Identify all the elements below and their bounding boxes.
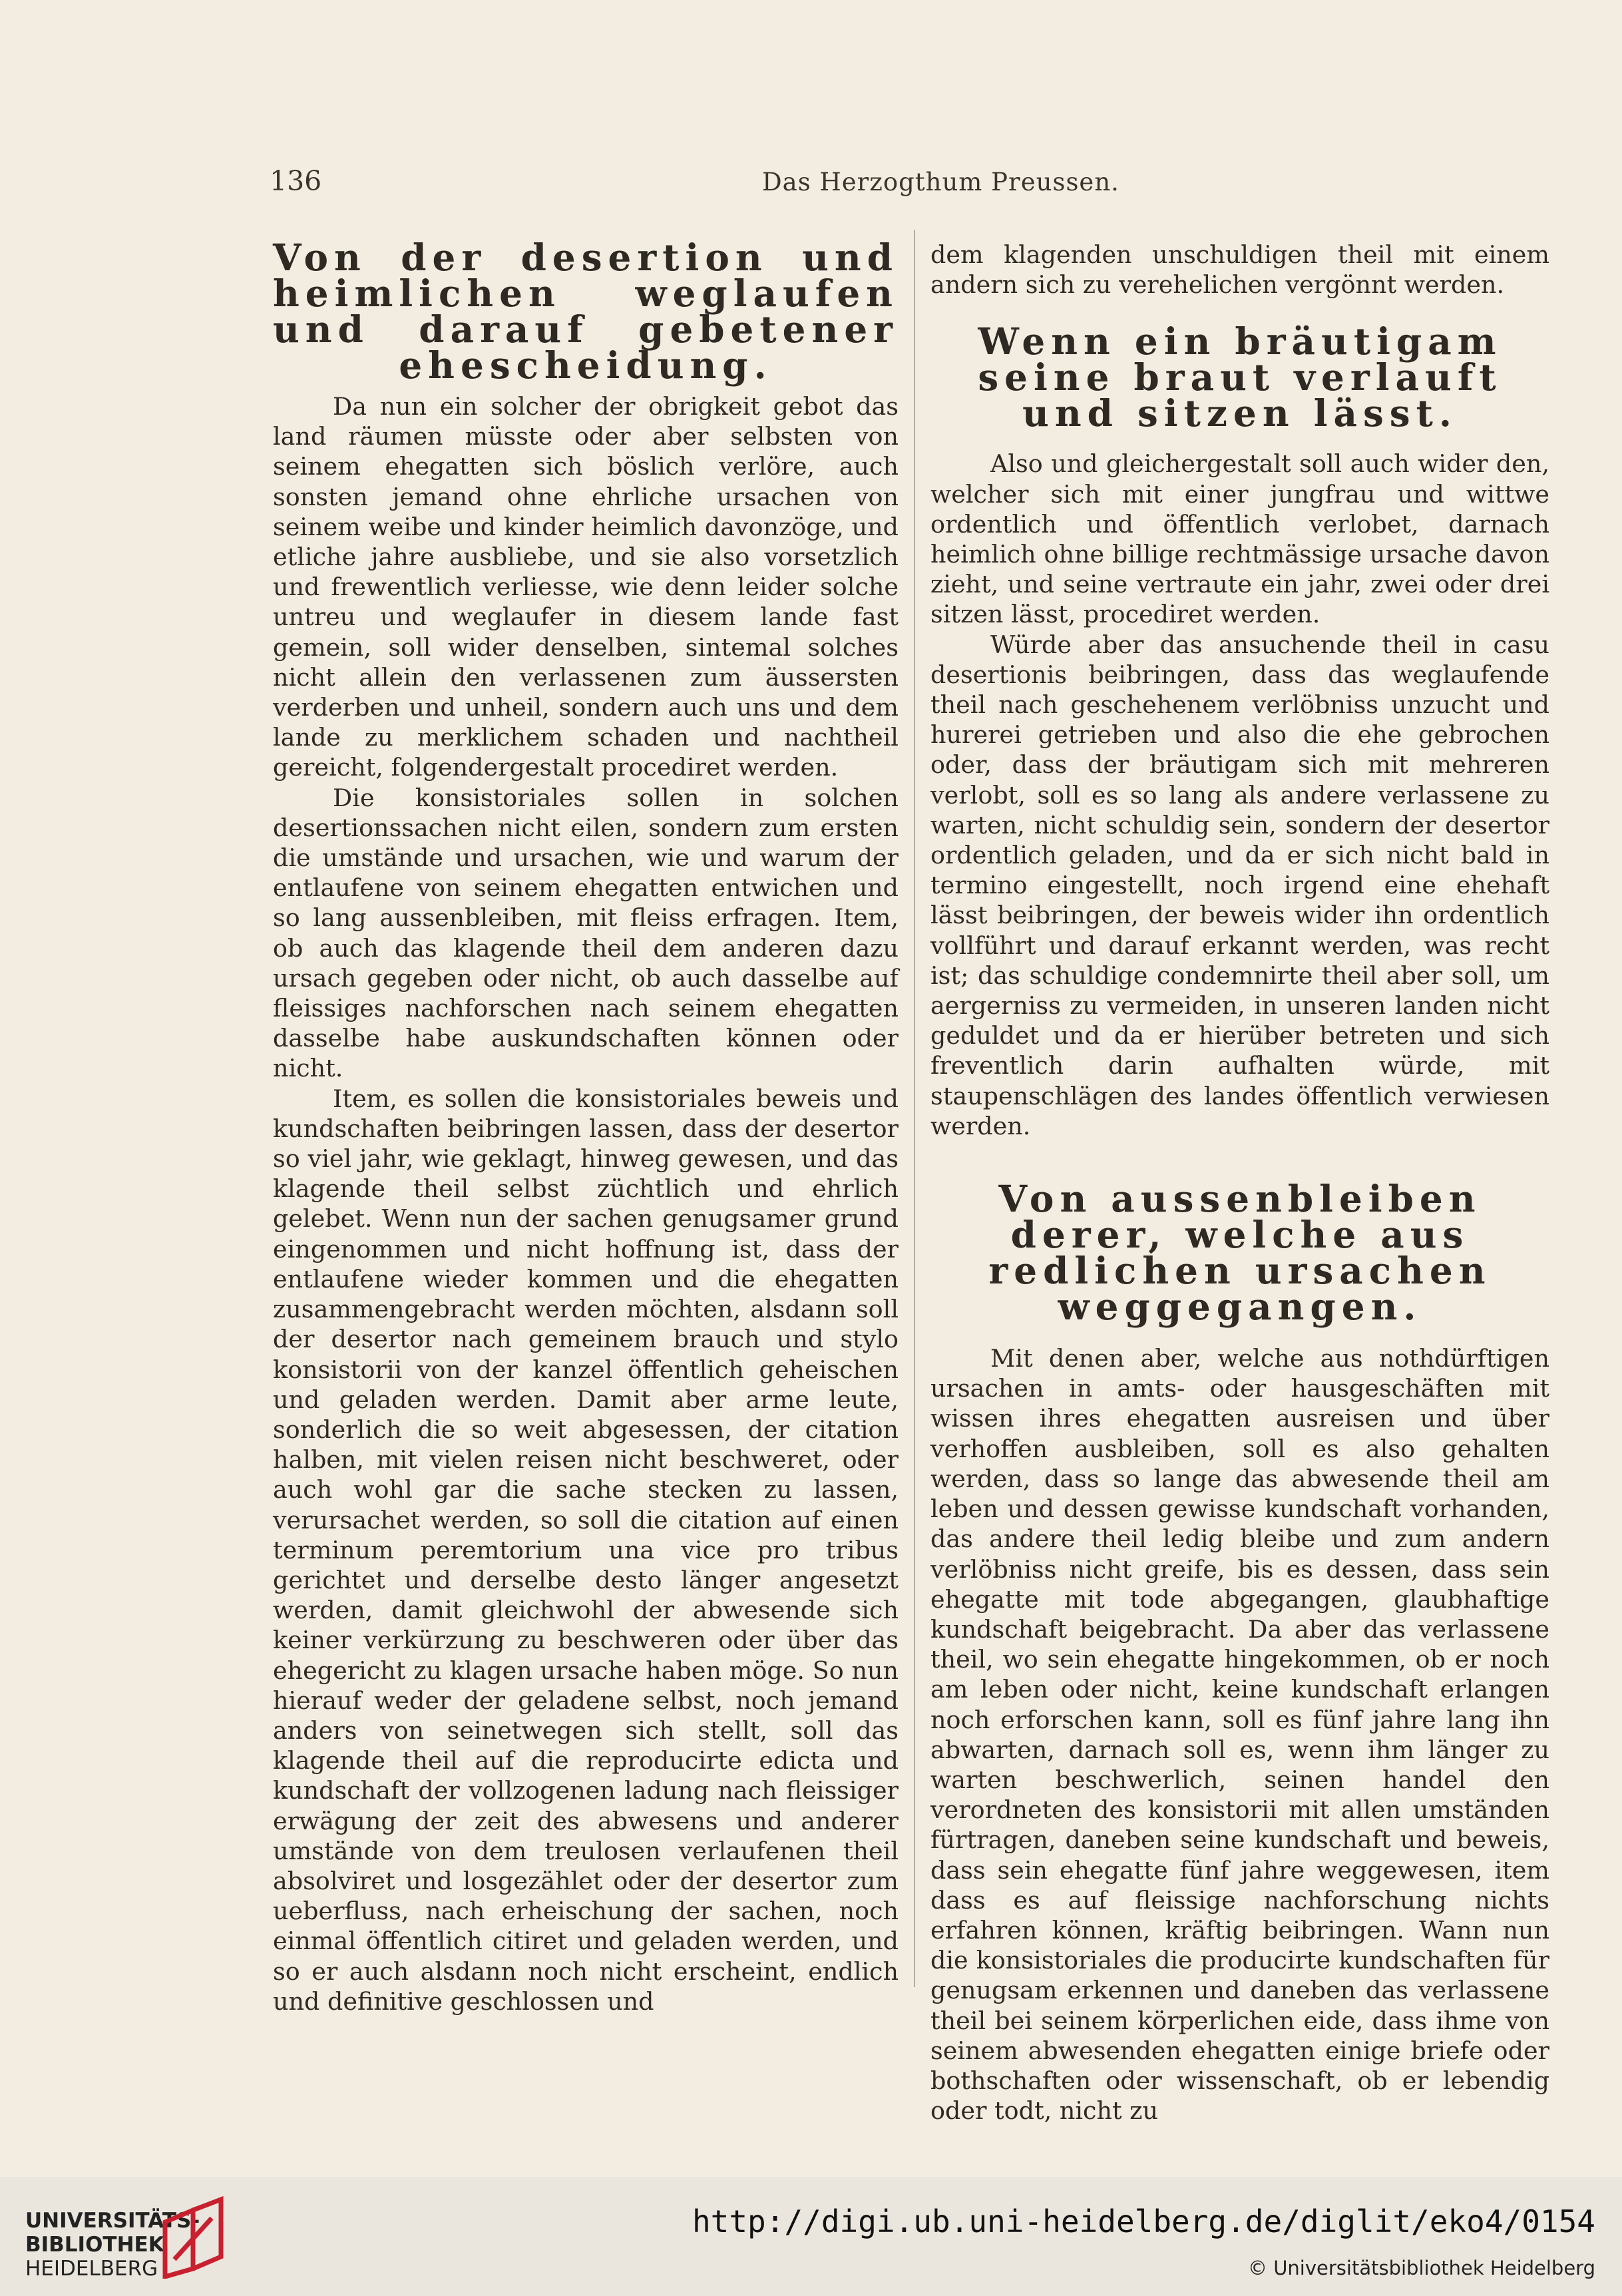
library-logo-icon[interactable] [160,2195,233,2279]
permalink-url[interactable]: http://digi.ub.uni-heidelberg.de/diglit/eko4/0154 [692,2203,1595,2239]
paragraph-continuation: dem klagenden unschuldigen theil mit einem andern sich zu verehelichen vergönnt werden. [930,240,1549,300]
viewer-footer [0,2177,1622,2296]
library-name-line3: HEIDELBERG [25,2257,158,2281]
section-heading-desertion: Von der desertion und heimlichen weglaufen und darauf gebetener ehescheidung. [273,236,899,387]
page-number: 136 [270,165,322,197]
library-name-line2: BIBLIOTHEK [25,2233,164,2257]
paragraph: Da nun ein solcher der obrigkeit gebot das land räumen müsste oder aber selbsten von seinem ehegatten sich böslich verlöre, auch sonsten jemand ohne ehrliche ursachen von seinem weibe und kinder heimlich davonzöge, und etliche jahre ausbliebe, und sie also vorsetzlich und frewentlich verliesse, wie denn leider solche untreu und weglaufer in diesem lande fast gemein, soll wider denselben, sintemal solches nicht allein den verlassenen zum äussersten verderben und unheil, sondern auch uns und dem lande zu merklichem schaden und nachtheil gereicht, folgendergestalt procediret werden. [273,392,899,782]
left-column [273,236,899,2016]
library-name-line1: UNIVERSITÄTS- [25,2209,200,2233]
section-heading-braeutigam: Wenn ein bräutigam seine braut verlauft und sitzen lässt. [978,320,1502,435]
right-column [930,240,1549,2126]
paragraph: Also und gleichergestalt soll auch wider den, welcher sich mit einer jungfrau und wittwe ordentlich und öffentlich verlobet, darnach heimlich ohne billige rechtmässige ursache davon zieht, und seine vertraute ein jahr, zwei oder drei sitzen lässt, procediret werden. [930,449,1549,629]
paragraph: Die konsistoriales sollen in solchen desertionssachen nicht eilen, sondern zum ersten die umstände und ursachen, wie und warum der entlaufene von seinem ehegatten entwichen und so lang aussenbleiben, mit fleiss erfragen. Item, ob auch das klagende theil dem anderen dazu ursach gegeben oder nicht, ob auch dasselbe auf fleissiges nachforschen nach seinem ehegatten dasselbe habe auskundschaften können oder nicht. [273,783,899,1083]
paragraph: Würde aber das ansuchende theil in casu desertionis beibringen, dass das weglaufende theil nach geschehenem verlöbniss unzucht und hurerei getrieben und also die ehe gebrochen oder, dass der bräutigam sich mit mehreren verlobt, soll es so lang als andere verlassene zu warten, nicht schuldig sein, sondern der desertor ordentlich geladen, und da er sich nicht bald in termino eingestellt, noch irgend eine ehehaft lässt beibringen, der beweis wider ihn ordentlich vollführt und darauf erkannt werden, was recht ist; das schuldige condemnirte theil aber soll, um aergerniss zu vermeiden, in unseren landen nicht geduldet und da er hierüber betreten und sich freventlich darin aufhalten würde, mit staupenschlägen des landes öffentlich verwiesen werden. [930,630,1549,1140]
running-head [270,165,1344,212]
copyright-notice: © Universitätsbibliothek Heidelberg [1247,2257,1595,2279]
column-divider [914,230,915,1987]
section-heading-aussenbleiben: Von aussenbleiben derer, welche aus redlichen ursachen weggegangen. [988,1178,1492,1329]
running-title: Das Herzogthum Preussen. [762,168,1119,196]
paragraph: Mit denen aber, welche aus nothdürftigen ursachen in amts- oder hausgeschäften mit wissen ihres ehegatten ausreisen und über verhoffen ausbleiben, soll es also gehalten werden, dass so lange das abwesende theil am leben und dessen gewisse kundschaft vorhanden, das andere theil ledig bleibe und zum andern verlöbniss nicht greife, bis es dessen, dass sein ehegatte mit tode abgegangen, glaubhaftige kundschaft beigebracht. Da aber das verlassene theil, wo sein ehegatte hingekommen, ob er noch am leben oder nicht, keine kundschaft erlangen noch erforschen kann, soll es fünf jahre lang ihn abwarten, darnach soll es, wenn ihm länger zu warten beschwerlich, seinen handel den verordneten des konsistorii mit allen umständen fürtragen, daneben seine kundschaft und beweis, dass sein ehegatte fünf jahre weggewesen, item dass es auf fleissige nachforschung nichts erfahren können, kräftig beibringen. Wann nun die konsistoriales die producirte kundschaften für genugsam erkennen und daneben das verlassene theil bei seinem körperlichen eide, dass ihme von seinem abwesenden ehegatten einige briefe oder bothschaften oder wissenschaft, ob er lebendig oder todt, nicht zu [930,1344,1549,2126]
paragraph: Item, es sollen die konsistoriales beweis und kundschaften beibringen lassen, dass der desertor so viel jahr, wie geklagt, hinweg gewesen, und das klagende theil selbst züchtlich und ehrlich gelebet. Wenn nun der sachen genugsamer grund eingenommen und nicht hoffnung ist, dass der entlaufene wieder kommen und die ehegatten zusammengebracht werden möchten, alsdann soll der desertor nach gemeinem brauch und stylo konsistorii von der kanzel öffentlich geheischen und geladen werden. Damit aber arme leute, sonderlich die so weit abgesessen, der citation halben, mit vielen reisen nicht beschweret, oder auch wohl gar die sache stecken zu lassen, verursachet werden, so soll die citation auf einen terminum peremtorium una vice pro tribus gerichtet und derselbe desto länger angesetzt werden, damit gleichwohl der abwesende sich keiner verkürzung zu beschweren oder über das ehegericht zu klagen ursache haben möge. So nun hierauf weder der geladene selbst, noch jemand anders von seinetwegen sich stellt, soll das klagende theil auf die reproducirte edicta und kundschaft der vollzogenen ladung nach fleissiger erwägung der zeit des abwesens und anderer umstände von dem treulosen verlaufenen theil absolviret und losgezählet oder der desertor zum ueberfluss, nach erheischung der sachen, noch einmal öffentlich citiret und geladen werden, und so er auch alsdann noch nicht erscheint, endlich und definitive geschlossen und [273,1084,899,2016]
